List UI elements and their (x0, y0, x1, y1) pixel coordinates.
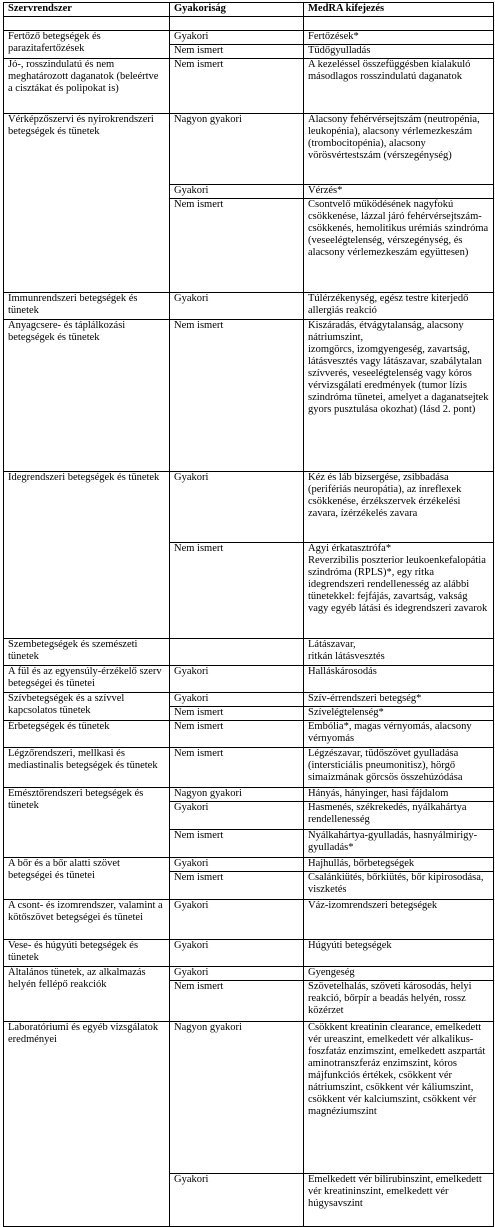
frequency-cell: Gyakori (170, 666, 304, 693)
table-header (4, 3, 494, 17)
frequency-cell: Gyakori (170, 1174, 304, 1227)
table-row (4, 721, 494, 748)
column-header-frequency: Gyakoriság (170, 3, 304, 17)
meddra-term-cell: A kezeléssel összefüggésben kialakuló másodlagos rosszindulatú daganatok (304, 59, 494, 114)
meddra-term-cell: Csökkent kreatinin clearance, emelkedett vér ureaszint, emelkedett vér alkalikus-foszfatáz enzimszint, emelkedett aszpartát aminotranszferáz enzimszint, kóros májfunkciós értékek, csökkent vér nátriumszint, csökkent vér káliumszint, csökkent vér kalciumszint, csökkent vér magnéziumszint (304, 1022, 494, 1174)
organ-system-cell: Idegrendszeri betegségek és tünetek (4, 472, 170, 639)
table-row (4, 472, 494, 543)
frequency-cell: Gyakori (170, 472, 304, 543)
table-row (4, 114, 494, 185)
frequency-cell: Nem ismert (170, 748, 304, 788)
organ-system-cell: A fül és az egyensúly-érzékelő szerv betegségei és tünetei (4, 666, 170, 693)
frequency-cell: Nem ismert (170, 59, 304, 114)
frequency-cell: Nem ismert (170, 830, 304, 858)
frequency-cell: Nem ismert (170, 872, 304, 900)
frequency-cell: Gyakori (170, 293, 304, 320)
meddra-term-cell: Húgyúti betegségek (304, 940, 494, 967)
organ-system-cell: Általános tünetek, az alkalmazás helyén fellépő reakciók (4, 967, 170, 1022)
frequency-cell: Nem ismert (170, 721, 304, 748)
header-row (4, 3, 494, 17)
meddra-term-cell: Tüdőgyulladás (304, 45, 494, 59)
organ-system-cell: A bőr és a bőr alatti szövet betegségei és tünetei (4, 858, 170, 900)
frequency-cell: Nem ismert (170, 543, 304, 639)
organ-system-cell: Vérképzőszervi és nyirokrendszeri betegségek és tünetek (4, 114, 170, 293)
meddra-term-cell: Agyi érkatasztrófa* Reverzibilis poszterior leukoenkefalopátia szindróma (RPLS)*, egy ritka idegrendszeri rendellenesség az alábbi tünetekkel: fejfájás, zavartság, vakság vagy egyéb látási és idegrendszeri zavarok (304, 543, 494, 639)
table-row (4, 858, 494, 872)
organ-system-cell: Anyagcsere- és táplálkozási betegségek és tünetek (4, 320, 170, 472)
frequency-cell: Nem ismert (170, 707, 304, 721)
meddra-term-cell: Szövetelhalás, szöveti károsodás, helyi reakció, bőrpír a beadás helyén, rossz közérzet (304, 981, 494, 1022)
meddra-term-cell (304, 17, 494, 31)
organ-system-cell: Emésztőrendszeri betegségek és tünetek (4, 788, 170, 858)
table-row (4, 59, 494, 114)
table-row (4, 666, 494, 693)
table-row (4, 17, 494, 31)
meddra-term-cell: Hasmenés, székrekedés, nyálkahártya rendellenesség (304, 802, 494, 830)
meddra-term-cell: Gyengeség (304, 967, 494, 981)
meddra-term-cell: Hajhullás, bőrbetegségek (304, 858, 494, 872)
meddra-term-cell: Szív-érrendszeri betegség* (304, 693, 494, 707)
table-row (4, 639, 494, 666)
adverse-reactions-document (3, 2, 494, 1227)
frequency-cell: Nagyon gyakori (170, 114, 304, 185)
table-row (4, 693, 494, 707)
organ-system-cell (4, 17, 170, 31)
column-header-meddra-term: MedRA kifejezés (304, 3, 494, 17)
organ-system-cell: Vese- és húgyúti betegségek és tünetek (4, 940, 170, 967)
adverse-reactions-table (3, 2, 494, 1227)
frequency-cell: Nagyon gyakori (170, 1022, 304, 1174)
table-row (4, 31, 494, 45)
frequency-cell (170, 639, 304, 666)
meddra-term-cell: Kéz és láb bizsergése, zsibbadása (perifériás neuropátia), az ínreflexek csökkenése, érzékszervek érzékelési zavara, ízérzékelés zavara (304, 472, 494, 543)
frequency-cell: Gyakori (170, 967, 304, 981)
table-row (4, 940, 494, 967)
frequency-cell: Gyakori (170, 940, 304, 967)
organ-system-cell: Érbetegségek és tünetek (4, 721, 170, 748)
frequency-cell: Gyakori (170, 693, 304, 707)
column-header-organ-system: Szervrendszer (4, 3, 170, 17)
meddra-term-cell: Váz-izomrendszeri betegségek (304, 900, 494, 940)
organ-system-cell: Laboratóriumi és egyéb vizsgálatok eredményei (4, 1022, 170, 1227)
table-row (4, 900, 494, 940)
organ-system-cell: Légzőrendszeri, mellkasi és mediastinalis betegségek és tünetek (4, 748, 170, 788)
frequency-cell: Nem ismert (170, 199, 304, 293)
organ-system-cell: A csont- és izomrendszer, valamint a kötőszövet betegségei és tünetei (4, 900, 170, 940)
meddra-term-cell: Csontvelő működésének nagyfokú csökkenése, lázzal járó fehérvérsejtszám-csökkenés, hemolitikus urémiás szindróma (veseelégtelenség, vérszegénység, és alacsony vérlemezkeszám együttesen) (304, 199, 494, 293)
frequency-cell: Gyakori (170, 802, 304, 830)
table-row (4, 967, 494, 981)
frequency-cell: Nem ismert (170, 45, 304, 59)
organ-system-cell: Fertőző betegségek és parazitafertőzések (4, 31, 170, 59)
meddra-term-cell: Fertőzések* (304, 31, 494, 45)
frequency-cell: Gyakori (170, 185, 304, 199)
table-body (4, 17, 494, 1227)
meddra-term-cell: Szívelégtelenség* (304, 707, 494, 721)
meddra-term-cell: Embólia*, magas vérnyomás, alacsony vérnyomás (304, 721, 494, 748)
table-row (4, 293, 494, 320)
meddra-term-cell: Alacsony fehérvérsejtszám (neutropénia, leukopénia), alacsony vérlemezkeszám (trombocitopénia), alacsony vörösvértestszám (vérszegénység) (304, 114, 494, 185)
table-row (4, 748, 494, 788)
table-row (4, 1022, 494, 1174)
meddra-term-cell: Csalánkiütés, bőrkiütés, bőr kipirosodása, viszketés (304, 872, 494, 900)
organ-system-cell: Immunrendszeri betegségek és tünetek (4, 293, 170, 320)
meddra-term-cell: Nyálkahártya-gyulladás, hasnyálmirigy-gyulladás* (304, 830, 494, 858)
frequency-cell: Gyakori (170, 858, 304, 872)
meddra-term-cell: Túlérzékenység, egész testre kiterjedő allergiás reakció (304, 293, 494, 320)
frequency-cell: Nagyon gyakori (170, 788, 304, 802)
organ-system-cell: Jó-, rosszindulatú és nem meghatározott daganatok (beleértve a cisztákat és polipokat is) (4, 59, 170, 114)
frequency-cell: Nem ismert (170, 320, 304, 472)
organ-system-cell: Szívbetegségek és a szívvel kapcsolatos tünetek (4, 693, 170, 721)
meddra-term-cell: Légzészavar, tüdőszövet gyulladása (intersticiális pneumonitisz), hörgő simaizmának görcsös összehúzódása (304, 748, 494, 788)
frequency-cell (170, 17, 304, 31)
frequency-cell: Nem ismert (170, 981, 304, 1022)
frequency-cell: Gyakori (170, 31, 304, 45)
organ-system-cell: Szembetegségek és szemészeti tünetek (4, 639, 170, 666)
meddra-term-cell: Halláskárosodás (304, 666, 494, 693)
frequency-cell: Gyakori (170, 900, 304, 940)
table-row (4, 320, 494, 472)
table-row (4, 788, 494, 802)
meddra-term-cell: Látászavar, ritkán látásvesztés (304, 639, 494, 666)
meddra-term-cell: Vérzés* (304, 185, 494, 199)
meddra-term-cell: Kiszáradás, étvágytalanság, alacsony nátriumszint, izomgörcs, izomgyengeség, zavartság, látásvesztés vagy látászavar, szabálytalan szívverés, veseelégtelenség vagy kóros vérvizsgálati eredmények (tumor lízis szindróma tünetei, amelyet a daganatsejtek gyors pusztulása okozhat) (lásd 2. pont) (304, 320, 494, 472)
meddra-term-cell: Emelkedett vér bilirubinszint, emelkedett vér kreatininszint, emelkedett vér húgysavszint (304, 1174, 494, 1227)
meddra-term-cell: Hányás, hányinger, hasi fájdalom (304, 788, 494, 802)
